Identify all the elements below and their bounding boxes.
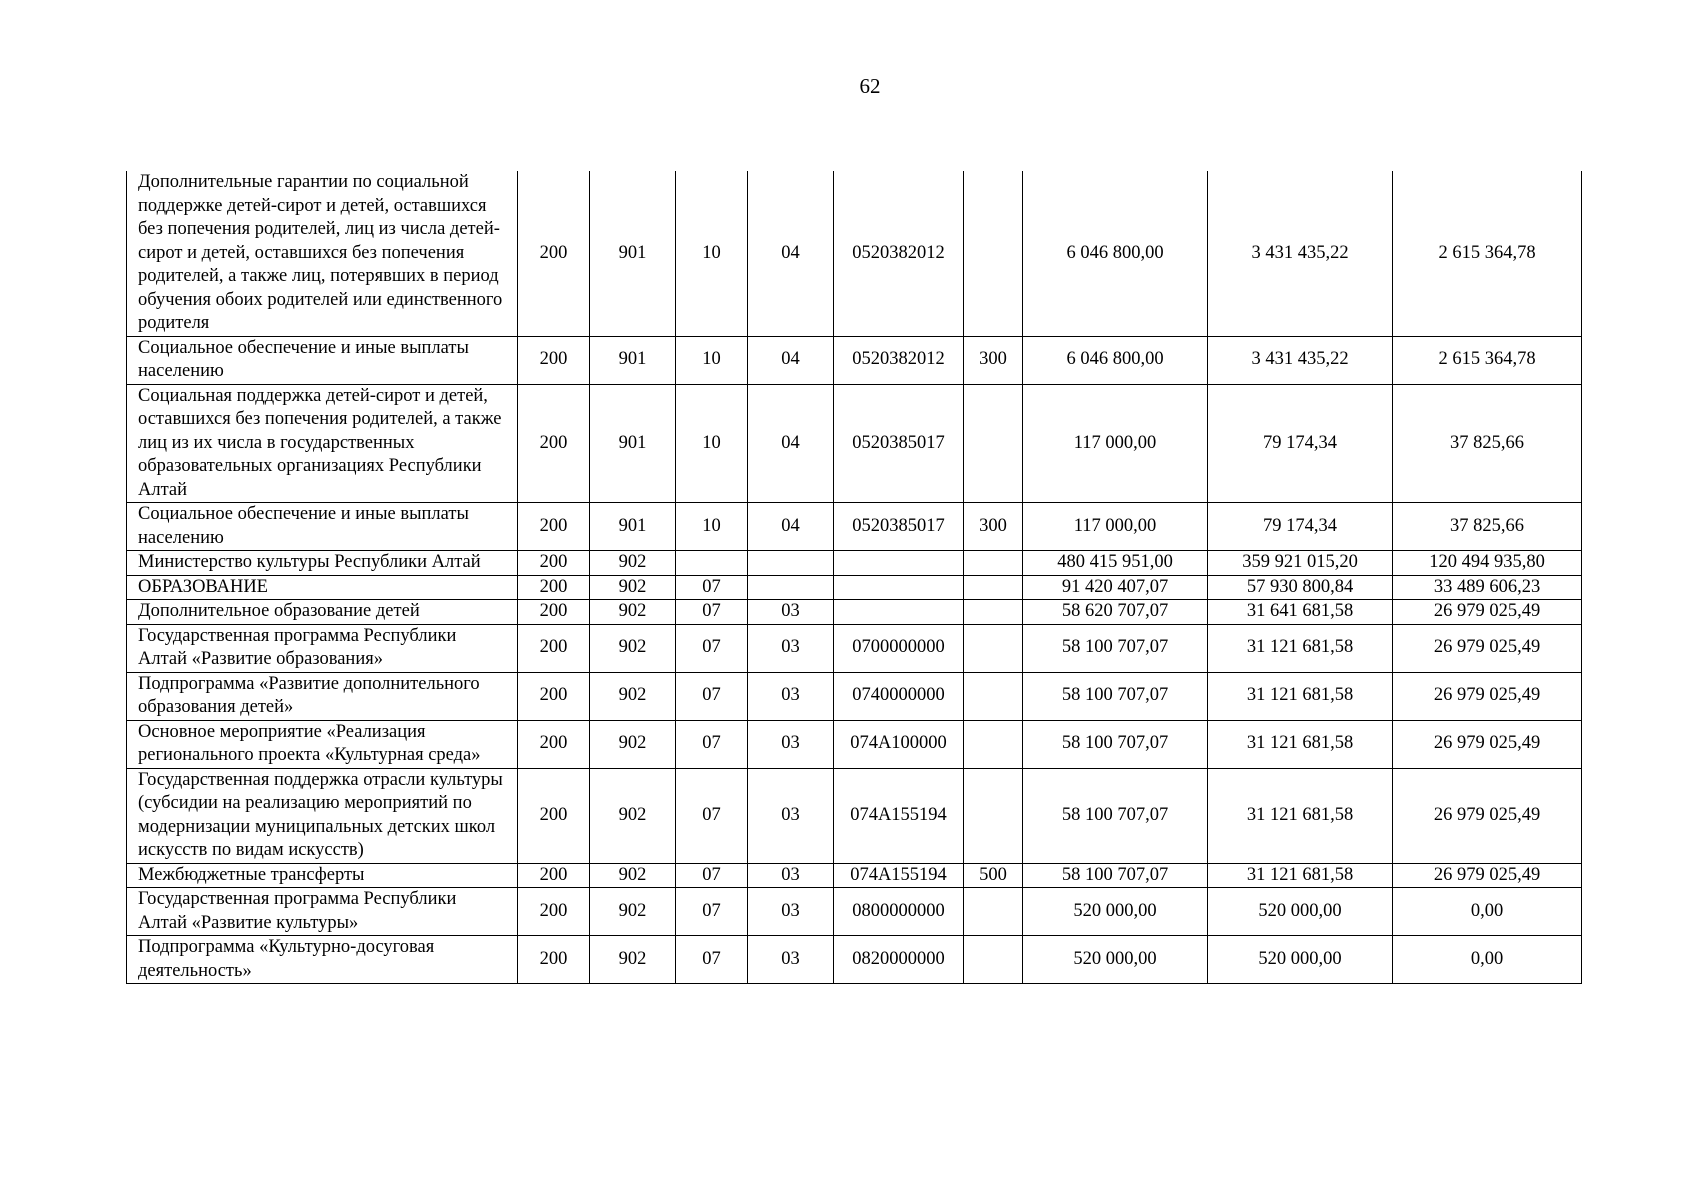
- name-cell: Основное мероприятие «Реализация регионального проекта «Культурная среда»: [127, 720, 518, 768]
- table-row: [127, 171, 1582, 336]
- executed-amount-cell: 79 174,34: [1208, 503, 1393, 551]
- subsection-code-cell: 03: [748, 720, 834, 768]
- subsection-code-cell: 03: [748, 768, 834, 863]
- section-code-cell: 10: [676, 503, 748, 551]
- planned-amount-cell: 117 000,00: [1023, 503, 1208, 551]
- table-row: [127, 863, 1582, 888]
- ministry-code-cell: 902: [590, 888, 676, 936]
- ministry-code-cell: 902: [590, 575, 676, 600]
- executed-amount-cell: 31 121 681,58: [1208, 768, 1393, 863]
- subsection-code-cell: [748, 551, 834, 576]
- expense-type-cell: 500: [964, 863, 1023, 888]
- admin-code-cell: 200: [518, 768, 590, 863]
- planned-amount-cell: 6 046 800,00: [1023, 336, 1208, 384]
- remaining-amount-cell: 26 979 025,49: [1393, 863, 1582, 888]
- ministry-code-cell: 902: [590, 600, 676, 625]
- expense-type-cell: 300: [964, 503, 1023, 551]
- admin-code-cell: 200: [518, 336, 590, 384]
- subsection-code-cell: 04: [748, 171, 834, 336]
- name-cell: Социальное обеспечение и иные выплаты населению: [127, 503, 518, 551]
- admin-code-cell: 200: [518, 720, 590, 768]
- ministry-code-cell: 902: [590, 624, 676, 672]
- ministry-code-cell: 901: [590, 336, 676, 384]
- target-article-cell: 0520382012: [834, 336, 964, 384]
- subsection-code-cell: [748, 575, 834, 600]
- section-code-cell: 10: [676, 336, 748, 384]
- expense-type-cell: [964, 888, 1023, 936]
- executed-amount-cell: 31 121 681,58: [1208, 863, 1393, 888]
- planned-amount-cell: 520 000,00: [1023, 888, 1208, 936]
- name-cell: Подпрограмма «Культурно-досуговая деятельность»: [127, 936, 518, 984]
- table-row: [127, 336, 1582, 384]
- admin-code-cell: 200: [518, 600, 590, 625]
- remaining-amount-cell: 120 494 935,80: [1393, 551, 1582, 576]
- section-code-cell: 07: [676, 575, 748, 600]
- target-article-cell: 0740000000: [834, 672, 964, 720]
- planned-amount-cell: 58 620 707,07: [1023, 600, 1208, 625]
- target-article-cell: [834, 575, 964, 600]
- table-row: [127, 384, 1582, 503]
- executed-amount-cell: 79 174,34: [1208, 384, 1393, 503]
- executed-amount-cell: 57 930 800,84: [1208, 575, 1393, 600]
- planned-amount-cell: 58 100 707,07: [1023, 672, 1208, 720]
- ministry-code-cell: 902: [590, 672, 676, 720]
- admin-code-cell: 200: [518, 384, 590, 503]
- admin-code-cell: 200: [518, 551, 590, 576]
- executed-amount-cell: 31 121 681,58: [1208, 624, 1393, 672]
- expense-type-cell: [964, 575, 1023, 600]
- section-code-cell: 07: [676, 672, 748, 720]
- name-cell: ОБРАЗОВАНИЕ: [127, 575, 518, 600]
- section-code-cell: 07: [676, 720, 748, 768]
- remaining-amount-cell: 26 979 025,49: [1393, 768, 1582, 863]
- expense-type-cell: [964, 720, 1023, 768]
- expense-type-cell: [964, 768, 1023, 863]
- remaining-amount-cell: 37 825,66: [1393, 503, 1582, 551]
- section-code-cell: 07: [676, 888, 748, 936]
- admin-code-cell: 200: [518, 936, 590, 984]
- planned-amount-cell: 58 100 707,07: [1023, 624, 1208, 672]
- target-article-cell: 0520385017: [834, 384, 964, 503]
- remaining-amount-cell: 26 979 025,49: [1393, 624, 1582, 672]
- subsection-code-cell: 03: [748, 624, 834, 672]
- table-row: [127, 503, 1582, 551]
- expense-type-cell: [964, 672, 1023, 720]
- admin-code-cell: 200: [518, 624, 590, 672]
- table-body: [127, 171, 1582, 984]
- target-article-cell: 0520385017: [834, 503, 964, 551]
- ministry-code-cell: 902: [590, 863, 676, 888]
- section-code-cell: 07: [676, 624, 748, 672]
- table-row: [127, 672, 1582, 720]
- ministry-code-cell: 901: [590, 503, 676, 551]
- remaining-amount-cell: 37 825,66: [1393, 384, 1582, 503]
- name-cell: Государственная поддержка отрасли культуры (субсидии на реализацию мероприятий по модернизации муниципальных детских школ искусств по видам искусств): [127, 768, 518, 863]
- remaining-amount-cell: 26 979 025,49: [1393, 672, 1582, 720]
- executed-amount-cell: 31 121 681,58: [1208, 672, 1393, 720]
- budget-table: [126, 171, 1582, 984]
- subsection-code-cell: 04: [748, 503, 834, 551]
- executed-amount-cell: 520 000,00: [1208, 888, 1393, 936]
- section-code-cell: 07: [676, 936, 748, 984]
- expense-type-cell: [964, 171, 1023, 336]
- subsection-code-cell: 03: [748, 888, 834, 936]
- section-code-cell: 10: [676, 384, 748, 503]
- planned-amount-cell: 6 046 800,00: [1023, 171, 1208, 336]
- planned-amount-cell: 58 100 707,07: [1023, 768, 1208, 863]
- section-code-cell: 10: [676, 171, 748, 336]
- name-cell: Государственная программа Республики Алтай «Развитие культуры»: [127, 888, 518, 936]
- name-cell: Министерство культуры Республики Алтай: [127, 551, 518, 576]
- target-article-cell: 074A100000: [834, 720, 964, 768]
- planned-amount-cell: 117 000,00: [1023, 384, 1208, 503]
- executed-amount-cell: 3 431 435,22: [1208, 336, 1393, 384]
- planned-amount-cell: 520 000,00: [1023, 936, 1208, 984]
- remaining-amount-cell: 33 489 606,23: [1393, 575, 1582, 600]
- name-cell: Дополнительное образование детей: [127, 600, 518, 625]
- subsection-code-cell: 03: [748, 936, 834, 984]
- page-number: 62: [859, 74, 881, 98]
- remaining-amount-cell: 26 979 025,49: [1393, 720, 1582, 768]
- planned-amount-cell: 58 100 707,07: [1023, 720, 1208, 768]
- table-row: [127, 936, 1582, 984]
- ministry-code-cell: 901: [590, 384, 676, 503]
- ministry-code-cell: 902: [590, 551, 676, 576]
- target-article-cell: 0800000000: [834, 888, 964, 936]
- expense-type-cell: [964, 624, 1023, 672]
- target-article-cell: 074A155194: [834, 863, 964, 888]
- name-cell: Подпрограмма «Развитие дополнительного образования детей»: [127, 672, 518, 720]
- name-cell: Межбюджетные трансферты: [127, 863, 518, 888]
- planned-amount-cell: 91 420 407,07: [1023, 575, 1208, 600]
- planned-amount-cell: 480 415 951,00: [1023, 551, 1208, 576]
- admin-code-cell: 200: [518, 672, 590, 720]
- expense-type-cell: [964, 384, 1023, 503]
- name-cell: Государственная программа Республики Алтай «Развитие образования»: [127, 624, 518, 672]
- target-article-cell: [834, 551, 964, 576]
- table-row: [127, 600, 1582, 625]
- subsection-code-cell: 03: [748, 863, 834, 888]
- section-code-cell: 07: [676, 600, 748, 625]
- executed-amount-cell: 31 641 681,58: [1208, 600, 1393, 625]
- ministry-code-cell: 902: [590, 936, 676, 984]
- remaining-amount-cell: 26 979 025,49: [1393, 600, 1582, 625]
- subsection-code-cell: 03: [748, 672, 834, 720]
- expense-type-cell: [964, 551, 1023, 576]
- admin-code-cell: 200: [518, 888, 590, 936]
- subsection-code-cell: 04: [748, 384, 834, 503]
- table-row: [127, 575, 1582, 600]
- target-article-cell: 074A155194: [834, 768, 964, 863]
- name-cell: Социальная поддержка детей-сирот и детей, оставшихся без попечения родителей, а также лиц из их числа в государственных образовательных организациях Республики Алтай: [127, 384, 518, 503]
- target-article-cell: 0520382012: [834, 171, 964, 336]
- name-cell: Дополнительные гарантии по социальной поддержке детей-сирот и детей, оставшихся без попечения родителей, лиц из числа детей-сирот и детей, оставшихся без попечения родителей, а также лиц, потерявших в период обучения обоих родителей или единственного родителя: [127, 171, 518, 336]
- executed-amount-cell: 31 121 681,58: [1208, 720, 1393, 768]
- ministry-code-cell: 902: [590, 768, 676, 863]
- table-row: [127, 768, 1582, 863]
- admin-code-cell: 200: [518, 171, 590, 336]
- table-row: [127, 551, 1582, 576]
- admin-code-cell: 200: [518, 863, 590, 888]
- remaining-amount-cell: 2 615 364,78: [1393, 171, 1582, 336]
- subsection-code-cell: 04: [748, 336, 834, 384]
- ministry-code-cell: 902: [590, 720, 676, 768]
- executed-amount-cell: 520 000,00: [1208, 936, 1393, 984]
- table-row: [127, 720, 1582, 768]
- admin-code-cell: 200: [518, 575, 590, 600]
- target-article-cell: 0700000000: [834, 624, 964, 672]
- expense-type-cell: [964, 600, 1023, 625]
- table-row: [127, 888, 1582, 936]
- expense-type-cell: [964, 936, 1023, 984]
- executed-amount-cell: 359 921 015,20: [1208, 551, 1393, 576]
- admin-code-cell: 200: [518, 503, 590, 551]
- expense-type-cell: 300: [964, 336, 1023, 384]
- ministry-code-cell: 901: [590, 171, 676, 336]
- table-row: [127, 624, 1582, 672]
- section-code-cell: [676, 551, 748, 576]
- name-cell: Социальное обеспечение и иные выплаты населению: [127, 336, 518, 384]
- section-code-cell: 07: [676, 768, 748, 863]
- remaining-amount-cell: 0,00: [1393, 888, 1582, 936]
- remaining-amount-cell: 2 615 364,78: [1393, 336, 1582, 384]
- target-article-cell: [834, 600, 964, 625]
- section-code-cell: 07: [676, 863, 748, 888]
- remaining-amount-cell: 0,00: [1393, 936, 1582, 984]
- executed-amount-cell: 3 431 435,22: [1208, 171, 1393, 336]
- planned-amount-cell: 58 100 707,07: [1023, 863, 1208, 888]
- target-article-cell: 0820000000: [834, 936, 964, 984]
- subsection-code-cell: 03: [748, 600, 834, 625]
